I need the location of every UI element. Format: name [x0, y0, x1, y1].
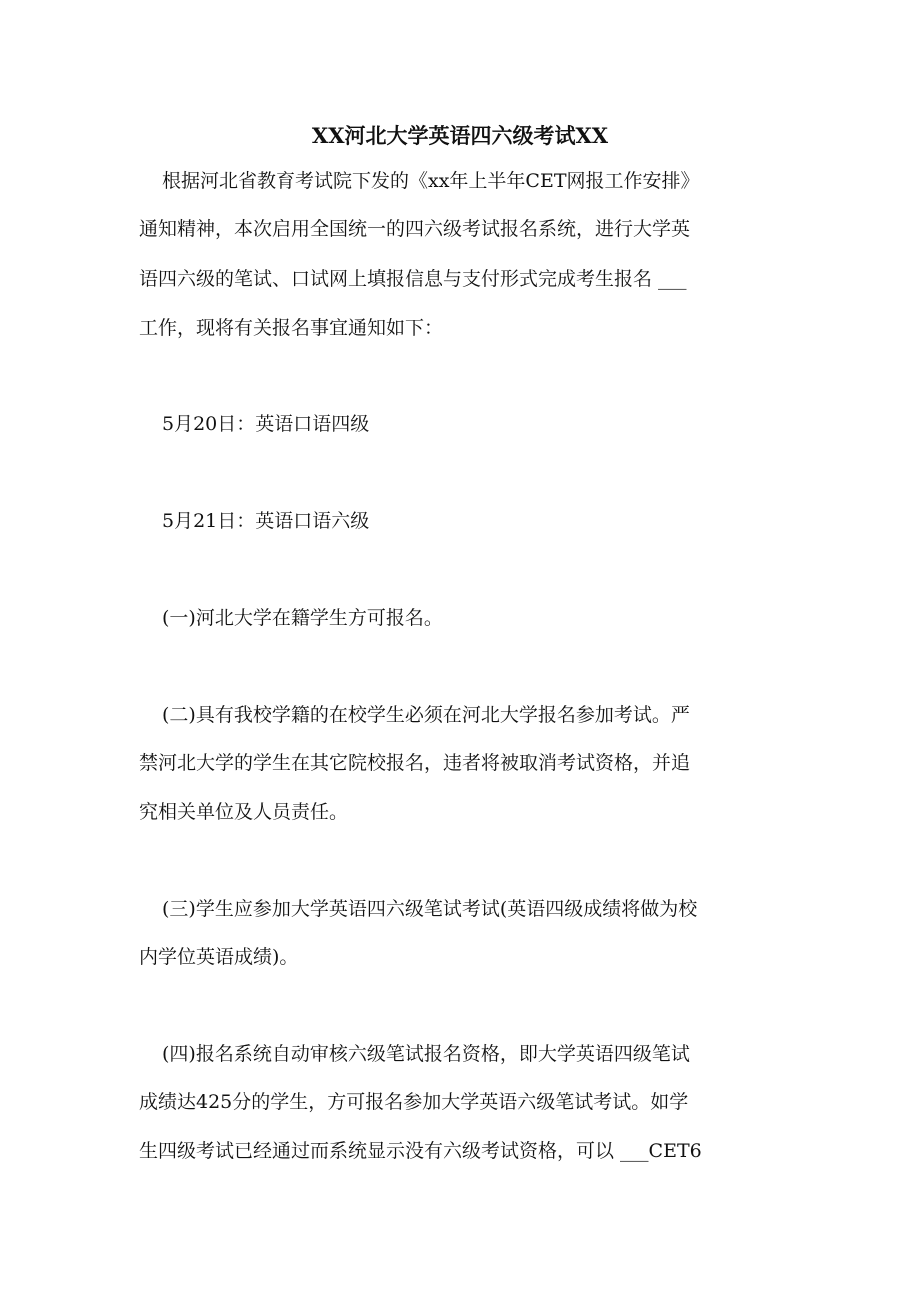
item4-line-1: (四)报名系统自动审核六级笔试报名资格，即大学英语四级笔试: [162, 1043, 690, 1065]
item3-line-2: 内学位英语成绩)。: [139, 946, 299, 968]
intro-line-1: 根据河北省教育考试院下发的《xx年上半年CET网报工作安排》: [162, 170, 700, 192]
item2-line-1: (二)具有我校学籍的在校学生必须在河北大学报名参加考试。严: [162, 704, 690, 726]
intro-line-4: 工作，现将有关报名事宜通知如下：: [139, 317, 444, 339]
item1-line-1: (一)河北大学在籍学生方可报名。: [162, 607, 443, 629]
item4-line-2: 成绩达425分的学生，方可报名参加大学英语六级笔试考试。如学: [139, 1091, 689, 1113]
document-title: XX河北大学英语四六级考试XX: [311, 123, 609, 148]
item2-line-2: 禁河北大学的学生在其它院校报名，违者将被取消考试资格，并追: [139, 752, 691, 774]
intro-line-2: 通知精神，本次启用全国统一的四六级考试报名系统，进行大学英: [139, 218, 691, 240]
date-line-1: 5月20日：英语口语四级: [162, 413, 370, 435]
item3-line-1: (三)学生应参加大学英语四六级笔试考试(英语四级成绩将做为校: [162, 898, 698, 920]
date-line-2: 5月21日：英语口语六级: [162, 510, 370, 532]
item4-line-3: 生四级考试已经通过而系统显示没有六级考试资格，可以 ___CET6: [139, 1140, 702, 1162]
item2-line-3: 究相关单位及人员责任。: [139, 801, 349, 823]
intro-line-3: 语四六级的笔试、口试网上填报信息与支付形式完成考生报名 ___: [139, 268, 687, 290]
